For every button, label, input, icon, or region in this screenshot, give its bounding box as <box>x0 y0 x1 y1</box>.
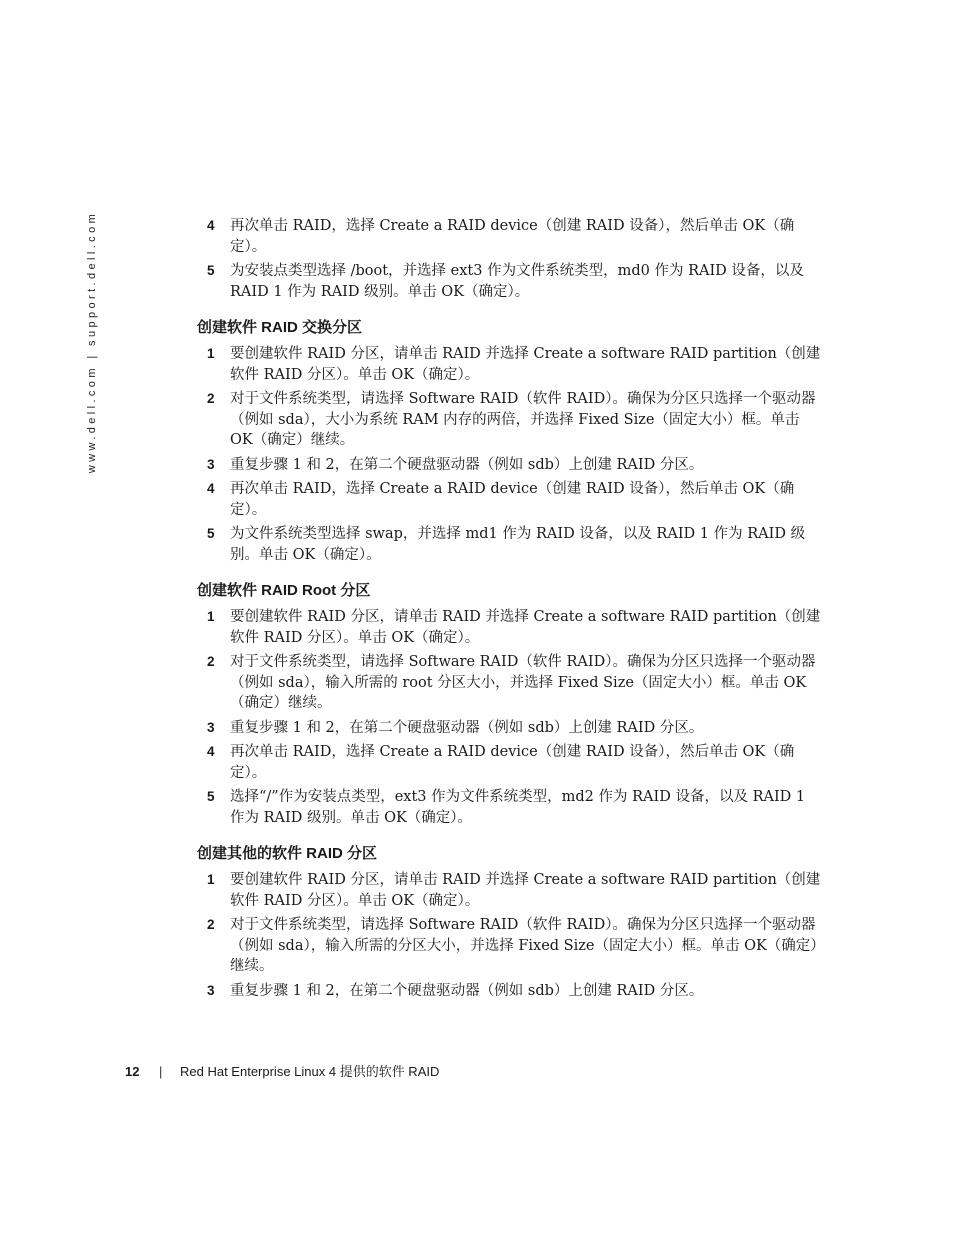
step-item <box>197 652 822 714</box>
step-number: 1 <box>207 609 215 624</box>
step-item <box>197 524 822 565</box>
step-item <box>197 216 822 257</box>
step-text: 再次单击 RAID，选择 Create a RAID device（创建 RAID 设备），然后单击 OK（确定）。 <box>230 744 795 781</box>
step-number: 1 <box>207 872 215 887</box>
step-number: 2 <box>207 654 215 669</box>
step-number: 1 <box>207 346 215 361</box>
step-text: 对于文件系统类型，请选择 Software RAID（软件 RAID）。确保为分区只选择一个驱动器（例如 sda），大小为系统 RAM 内存的两倍，并选择 Fixed Size（固定大小）框。单击 OK（确定）继续。 <box>230 391 816 448</box>
step-item <box>197 479 822 520</box>
step-number: 4 <box>207 744 215 759</box>
step-text: 要创建软件 RAID 分区，请单击 RAID 并选择 Create a software RAID partition（创建软件 RAID 分区）。单击 OK（确定）。 <box>230 609 821 646</box>
step-text: 为文件系统类型选择 swap，并选择 md1 作为 RAID 设备，以及 RAID 1 作为 RAID 级别。单击 OK（确定）。 <box>230 526 806 563</box>
main-content <box>197 216 822 1005</box>
step-text: 重复步骤 1 和 2，在第二个硬盘驱动器（例如 sdb）上创建 RAID 分区。 <box>230 719 704 736</box>
step-text: 重复步骤 1 和 2，在第二个硬盘驱动器（例如 sdb）上创建 RAID 分区。 <box>230 456 704 473</box>
page-footer <box>125 1062 525 1082</box>
step-number: 5 <box>207 789 215 804</box>
step-text: 再次单击 RAID，选择 Create a RAID device（创建 RAID 设备），然后单击 OK（确定）。 <box>230 218 795 255</box>
step-text: 对于文件系统类型，请选择 Software RAID（软件 RAID）。确保为分区只选择一个驱动器（例如 sda），输入所需的分区大小，并选择 Fixed Size（固定大小）框。单击 OK（确定）继续。 <box>230 917 818 974</box>
step-text: 要创建软件 RAID 分区，请单击 RAID 并选择 Create a software RAID partition（创建软件 RAID 分区）。单击 OK（确定）。 <box>230 346 821 383</box>
footer-title: Red Hat Enterprise Linux 4 提供的软件 RAID <box>180 1064 440 1079</box>
step-item <box>197 742 822 783</box>
section-heading: 创建其他的软件 RAID 分区 <box>197 845 378 862</box>
step-item <box>197 718 822 739</box>
sidebar-url <box>83 210 101 474</box>
section-heading: 创建软件 RAID 交换分区 <box>197 319 363 336</box>
step-item <box>197 915 822 977</box>
step-item <box>197 981 822 1002</box>
step-number: 5 <box>207 263 215 278</box>
step-number: 3 <box>207 982 215 998</box>
step-text: 重复步骤 1 和 2，在第二个硬盘驱动器（例如 sdb）上创建 RAID 分区。 <box>230 982 704 999</box>
step-number: 4 <box>207 218 215 233</box>
step-item <box>197 455 822 476</box>
step-text: 选择“/”作为安装点类型，ext3 作为文件系统类型，md2 作为 RAID 设备，以及 RAID 1 作为 RAID 级别。单击 OK（确定）。 <box>230 789 806 826</box>
step-number: 4 <box>207 481 215 496</box>
step-text: 要创建软件 RAID 分区，请单击 RAID 并选择 Create a software RAID partition（创建软件 RAID 分区）。单击 OK（确定）。 <box>230 872 821 909</box>
step-text: 为安装点类型选择 /boot，并选择 ext3 作为文件系统类型，md0 作为 RAID 设备，以及 RAID 1 作为 RAID 级别。单击 OK（确定）。 <box>230 263 804 300</box>
step-item <box>197 870 822 911</box>
step-item <box>197 344 822 385</box>
step-number: 2 <box>207 917 215 932</box>
step-item <box>197 261 822 302</box>
page-number: 12 <box>125 1064 140 1079</box>
section-heading: 创建软件 RAID Root 分区 <box>197 582 371 599</box>
footer-separator: | <box>159 1064 163 1079</box>
step-number: 3 <box>207 719 215 735</box>
step-item <box>197 607 822 648</box>
step-item <box>197 787 822 828</box>
step-text: 对于文件系统类型，请选择 Software RAID（软件 RAID）。确保为分区只选择一个驱动器（例如 sda），输入所需的 root 分区大小，并选择 Fixed Size（固定大小）框。单击 OK（确定）继续。 <box>230 654 816 711</box>
step-text: 再次单击 RAID，选择 Create a RAID device（创建 RAID 设备），然后单击 OK（确定）。 <box>230 481 795 518</box>
sidebar-url-text: www.dell.com | support.dell.com <box>86 210 99 474</box>
step-item <box>197 389 822 451</box>
step-number: 5 <box>207 526 215 541</box>
step-number: 2 <box>207 391 215 406</box>
step-number: 3 <box>207 456 215 472</box>
